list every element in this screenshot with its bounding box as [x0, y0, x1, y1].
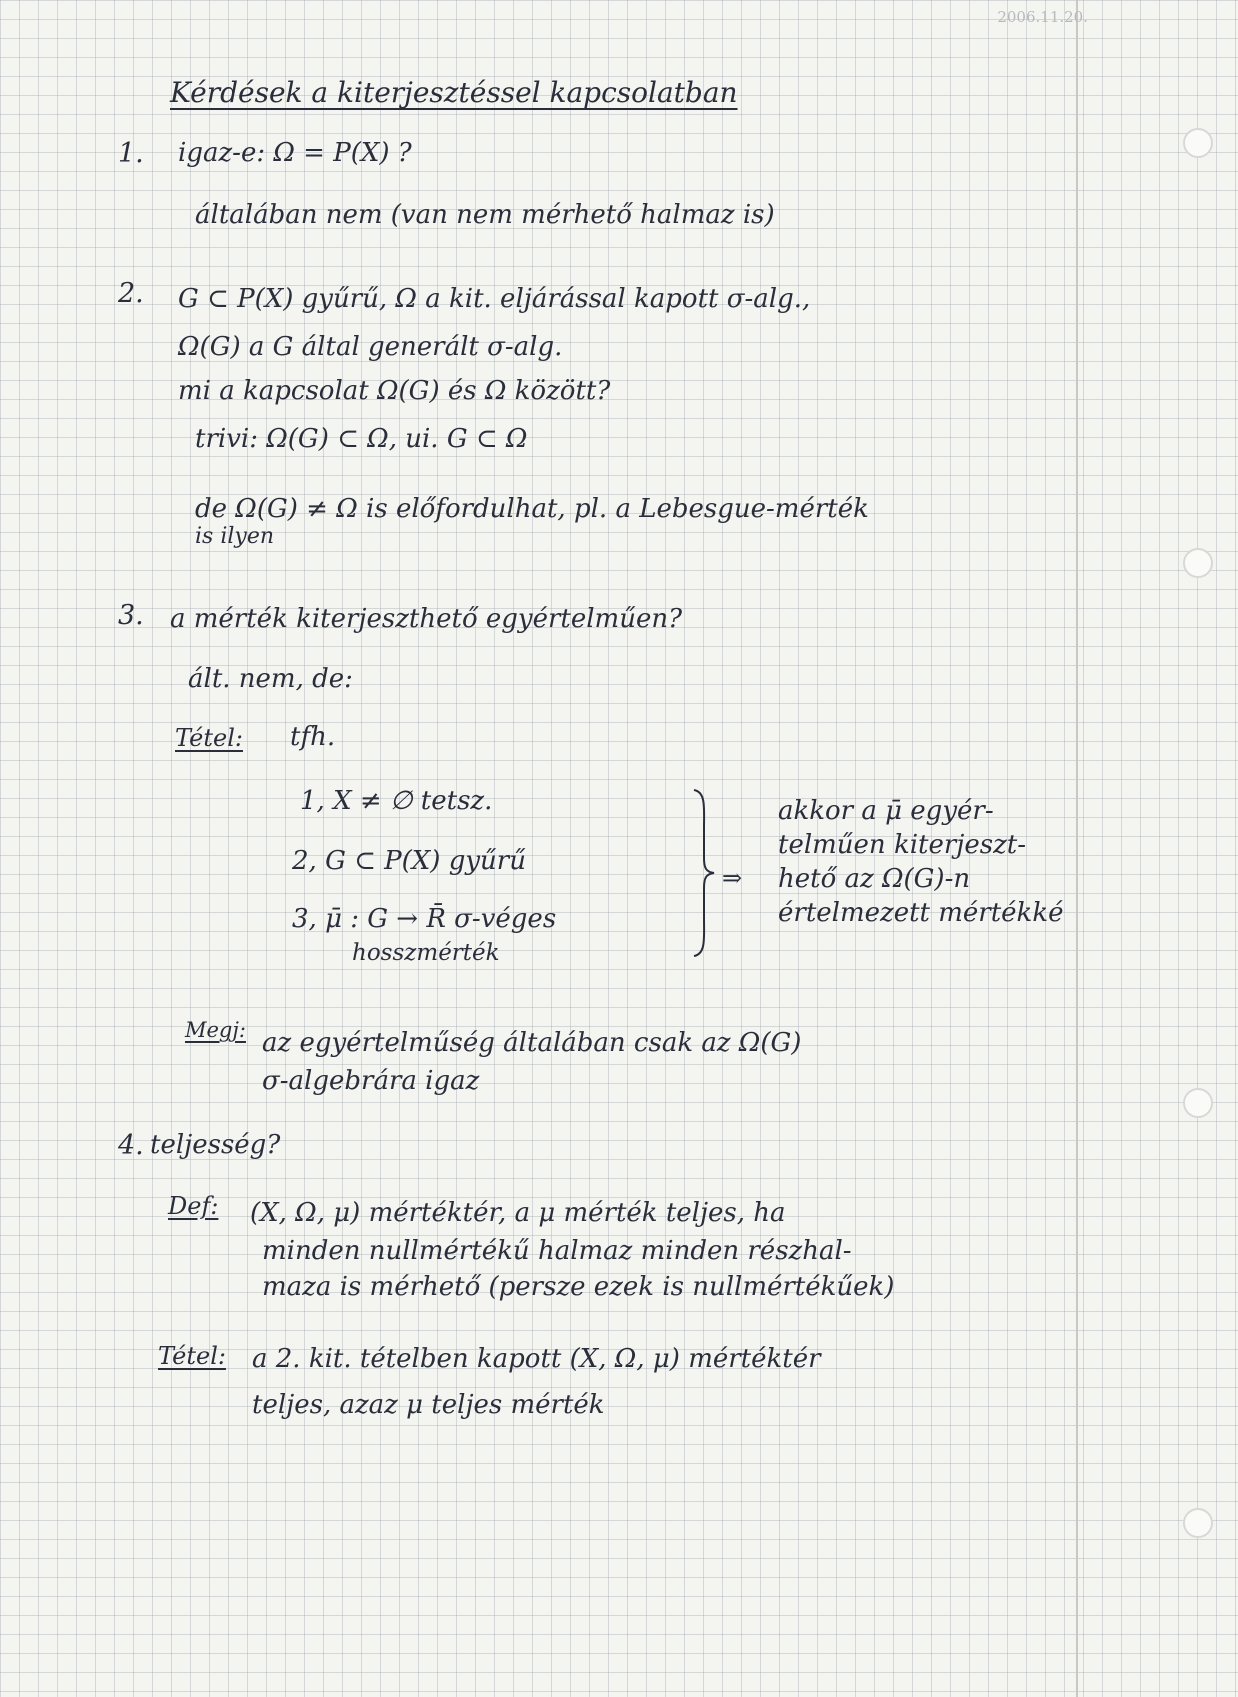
right-brace — [692, 788, 716, 958]
q2-line2: Ω(G) a G által generált σ-alg. — [178, 332, 563, 362]
q2-line4: trivi: Ω(G) ⊂ Ω, ui. G ⊂ Ω — [195, 424, 528, 454]
q1-answer: általában nem (van nem mérhető halmaz is) — [195, 200, 775, 230]
q4-question: teljesség? — [150, 1130, 281, 1160]
implies-arrow: ⇒ — [722, 864, 743, 892]
q2-line5: de Ω(G) ≠ Ω is előfordulhat, pl. a Lebesgue-mérték — [195, 494, 869, 524]
punch-hole — [1183, 548, 1213, 578]
q4-def-line2: minden nullmértékű halmaz minden részhal- — [262, 1236, 852, 1266]
punch-hole — [1183, 128, 1213, 158]
punch-hole — [1183, 1508, 1213, 1538]
q1-question: igaz-e: Ω = P(X) ? — [178, 138, 412, 168]
q2-line1: G ⊂ P(X) gyűrű, Ω a kit. eljárással kapott σ-alg., — [178, 284, 811, 314]
q3-conclusion-1: akkor a μ̄ egyér- — [778, 796, 994, 826]
q4-def-line1: (X, Ω, μ) mértéktér, a μ mérték teljes, ha — [250, 1198, 786, 1228]
q3-theorem-label: Tétel: — [175, 724, 243, 752]
q3-answer: ált. nem, de: — [188, 664, 353, 694]
q2-line6: is ilyen — [195, 524, 275, 549]
q3-question: a mérték kiterjeszthető egyértelműen? — [170, 604, 683, 634]
q3-note-line1: az egyértelműség általában csak az Ω(G) — [262, 1028, 802, 1058]
page-title: Kérdések a kiterjesztéssel kapcsolatban — [170, 76, 738, 109]
q4-theorem-label: Tétel: — [158, 1342, 226, 1370]
date-stamp: 2006.11.20. — [997, 8, 1088, 26]
q3-condition-1: 1, X ≠ ∅ tetsz. — [300, 786, 493, 816]
q3-conclusion-2: telműen kiterjeszt- — [778, 830, 1027, 860]
q3-note-label: Megj: — [185, 1018, 246, 1042]
q3-conclusion-4: értelmezett mértékké — [778, 898, 1064, 928]
q2-line3: mi a kapcsolat Ω(G) és Ω között? — [178, 376, 611, 406]
q4-theorem-line1: a 2. kit. tételben kapott (X, Ω, μ) mértéktér — [252, 1344, 821, 1374]
q3-conclusion-3: hető az Ω(G)-n — [778, 864, 971, 894]
q4-theorem-line2: teljes, azaz μ teljes mérték — [252, 1390, 605, 1420]
q1-number: 1. — [118, 138, 144, 169]
q4-number: 4. — [118, 1130, 144, 1161]
q3-condition-2: 2, G ⊂ P(X) gyűrű — [292, 846, 526, 876]
q3-theorem-intro: tfh. — [290, 722, 336, 752]
punch-hole — [1183, 1088, 1213, 1118]
q4-def-line3: maza is mérhető (persze ezek is nullmértékűek) — [262, 1272, 895, 1302]
q3-condition-3b: hosszmérték — [352, 940, 500, 966]
q3-number: 3. — [118, 600, 144, 631]
q2-number: 2. — [118, 278, 144, 309]
margin-line — [1076, 0, 1078, 1697]
q4-def-label: Def: — [168, 1192, 219, 1220]
q3-note-line2: σ-algebrára igaz — [262, 1066, 480, 1096]
q3-condition-3: 3, μ̄ : G → R̄ σ-véges — [292, 904, 557, 934]
